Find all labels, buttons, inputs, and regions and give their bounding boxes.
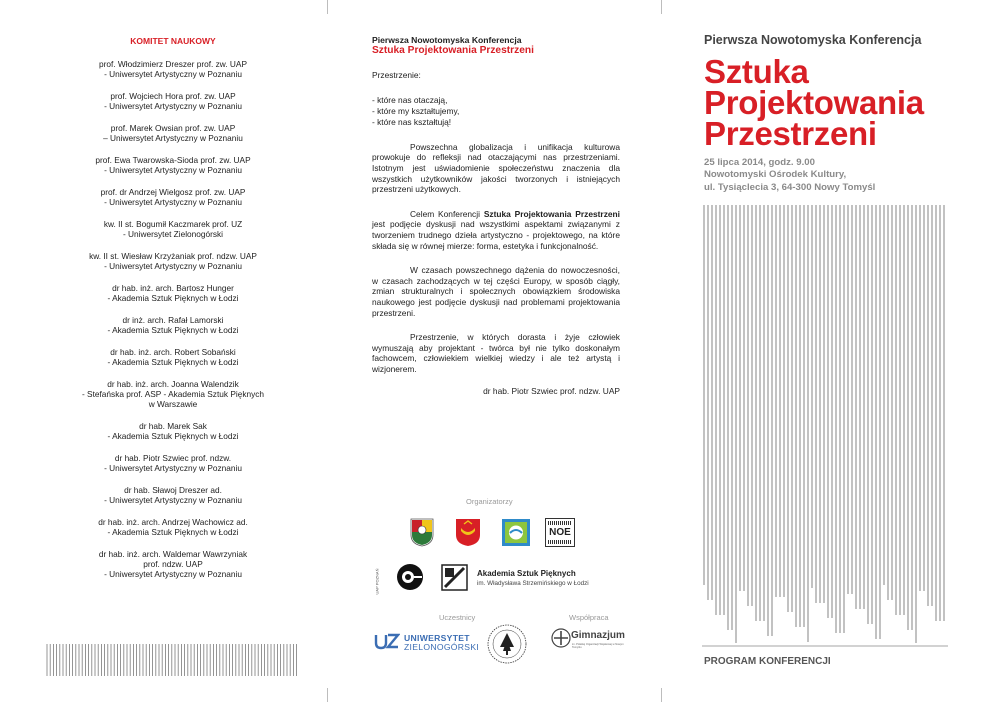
uz-name-line2: ZIELONOGÓRSKI <box>404 642 480 652</box>
cover-title <box>704 53 924 152</box>
fold-mark-right-bottom <box>661 688 662 702</box>
committee-member: dr hab. Sławoj Dreszer ad. - Uniwersytet Artystyczny w Poznaniu <box>104 485 242 505</box>
conference-subtitle: Sztuka Projektowania Przestrzeni <box>372 44 534 56</box>
paragraph-globalization: Powszechna globalizacja i unifikacja kulturowa prowokuje do refleksji nad otaczającymi nas przestrzeniami. Istotnym jest uświadomienie społeczeństwu znaczenia dla wszystkich użytkowników jakości tworzonych i istniejących przestrzeni użytkowych. <box>372 141 620 195</box>
signature: dr hab. Piotr Szwiec prof. ndzw. UAP <box>483 386 620 397</box>
committee-member: kw. II st. Bogumił Kaczmarek prof. UZ - Uniwersytet Zielonogórski <box>103 219 243 239</box>
uz-logo-icon <box>374 632 400 650</box>
cover-title-line: Sztuka <box>704 53 809 90</box>
event-address: ul. Tysiąclecia 3, 64-300 Nowy Tomyśl <box>704 181 876 193</box>
committee-member: dr hab. inż. arch. Robert Sobański - Akademia Sztuk Pięknych w Łodzi <box>107 347 239 367</box>
paragraph-goal <box>372 209 620 251</box>
cover-title-line: Przestrzeni <box>704 115 877 152</box>
committee-member: prof. Włodzimierz Dreszer prof. zw. UAP - Uniwersytet Artystyczny w Poznaniu <box>99 59 247 79</box>
asp-name-line1: Akademia Sztuk Pięknych <box>477 569 576 578</box>
cooperation-label: Współpraca <box>569 613 609 622</box>
committee-member: dr inż. arch. Rafał Lamorski - Akademia Sztuk Pięknych w Łodzi <box>107 315 239 335</box>
list-item: - które my kształtujemy, <box>372 105 460 116</box>
committee-member: prof. Ewa Twarowska-Sioda prof. zw. UAP - Uniwersytet Artystyczny w Poznaniu <box>95 155 251 175</box>
uap-vertical-label: UAP POZNAŃ <box>374 568 380 595</box>
committee-member: kw. II st. Wiesław Krzyżaniak prof. ndzw. UAP - Uniwersytet Artystyczny w Poznaniu <box>89 251 257 271</box>
program-heading: PROGRAM KONFERENCJI <box>704 656 831 667</box>
committee-list <box>48 59 298 579</box>
goal-text-start: Celem Konferencji <box>410 208 484 219</box>
manifesto-panel <box>372 35 620 397</box>
cover-vertical-lines-graphic <box>700 205 950 652</box>
paragraph-modernity: W czasach powszechnego dążenia do nowoczesności, w czasach zachodzących w tej części Europy, w sposób ciągły, zmian strukturalnych i społecznych obowiązkiem środowiska naukowego jest podjęcie dyskusji nad problemami projektowania przestrzeni. <box>372 265 620 318</box>
committee-member: prof. Wojciech Hora prof. zw. UAP - Uniwersytet Artystyczny w Poznaniu <box>104 91 242 111</box>
noe-logo-text: NOE <box>549 527 571 538</box>
barcode-stripes-left <box>46 644 298 676</box>
cover-title-line: Projektowania <box>704 84 924 121</box>
asp-lodz-logo <box>441 564 468 591</box>
fold-mark-left-top <box>327 0 328 14</box>
list-item: - które nas kształtują! <box>372 116 452 127</box>
committee-heading: KOMITET NAUKOWY <box>130 36 216 46</box>
event-venue: Nowotomyski Ośrodek Kultury, <box>704 169 847 181</box>
committee-member: dr hab. inż. arch. Andrzej Wachowicz ad. - Akademia Sztuk Pięknych w Łodzi <box>98 517 248 537</box>
event-details <box>704 157 964 194</box>
event-date: 25 lipca 2014, godz. 9.00 <box>704 157 815 168</box>
asp-name-line2: im. Władysława Strzemińskiego w Łodzi <box>477 580 589 587</box>
scientific-committee-panel <box>48 36 298 591</box>
coat-of-arms-nowy-tomysl-logo <box>455 518 481 547</box>
nok-logo <box>501 518 531 547</box>
university-seal-logo <box>486 623 528 665</box>
goal-text-end: jest podjęcie dyskusji nad wszystkimi aspektami związanymi z tworzeniem trudnego dzieła artystyczno - projektowego, na które składa się w równej mierze: forma, estetyka i funkcjonalność. <box>372 219 620 251</box>
fold-mark-right-top <box>661 0 662 14</box>
participants-label: Uczestnicy <box>439 613 476 622</box>
gimnazjum-name: Gimnazjum <box>571 630 625 641</box>
committee-member: dr hab. inż. arch. Waldemar Wawrzyniak prof. ndzw. UAP - Uniwersytet Artystyczny w Poznaniu <box>98 549 248 579</box>
cover-conference-name: Pierwsza Nowotomyska Konferencja <box>704 33 922 47</box>
gimnazjum-emblem-logo <box>551 628 571 648</box>
list-item: - które nas otaczają, <box>372 94 448 105</box>
paragraph-designer: Przestrzenie, w których dorasta i żyje człowiek wymuszają aby projektant - twórca był nie tylko doskonałym fachowcem, człowiekiem wielkiej wiedzy i ale też artystą i wizjonerem. <box>372 332 620 374</box>
committee-member: prof. dr Andrzej Wielgosz prof. zw. UAP - Uniwersytet Artystyczny w Poznaniu <box>100 187 246 207</box>
goal-conference-name: Sztuka Projektowania Przestrzeni <box>483 208 620 219</box>
conference-name: Pierwsza Nowotomyska Konferencja <box>372 35 522 45</box>
uap-logo <box>396 563 424 591</box>
uz-name-line1: UNIWERSYTET <box>404 633 470 643</box>
fold-mark-left-bottom <box>327 688 328 702</box>
committee-member: prof. Marek Owsian prof. zw. UAP – Uniwersytet Artystyczny w Poznaniu <box>103 123 243 143</box>
committee-member: dr hab. Marek Sak - Akademia Sztuk Pięknych w Łodzi <box>107 421 239 441</box>
committee-member: dr hab. Piotr Szwiec prof. ndzw. - Uniwersytet Artystyczny w Poznaniu <box>104 453 242 473</box>
space-list <box>372 95 620 128</box>
coat-of-arms-powiat-logo <box>410 518 434 547</box>
organizers-label: Organizatorzy <box>466 497 513 506</box>
intro-text: Przestrzenie: <box>372 70 421 81</box>
noe-logo <box>545 518 575 547</box>
committee-member: dr hab. inż. arch. Joanna Walendzik - Stefańska prof. ASP - Akademia Sztuk Pięknych w Warszawie <box>81 379 264 409</box>
committee-member: dr hab. inż. arch. Bartosz Hunger - Akademia Sztuk Pięknych w Łodzi <box>107 283 239 303</box>
gimnazjum-subtitle: im. Polskiej Organizacji Wojskowej w Nowym Tomyślu <box>572 643 624 649</box>
